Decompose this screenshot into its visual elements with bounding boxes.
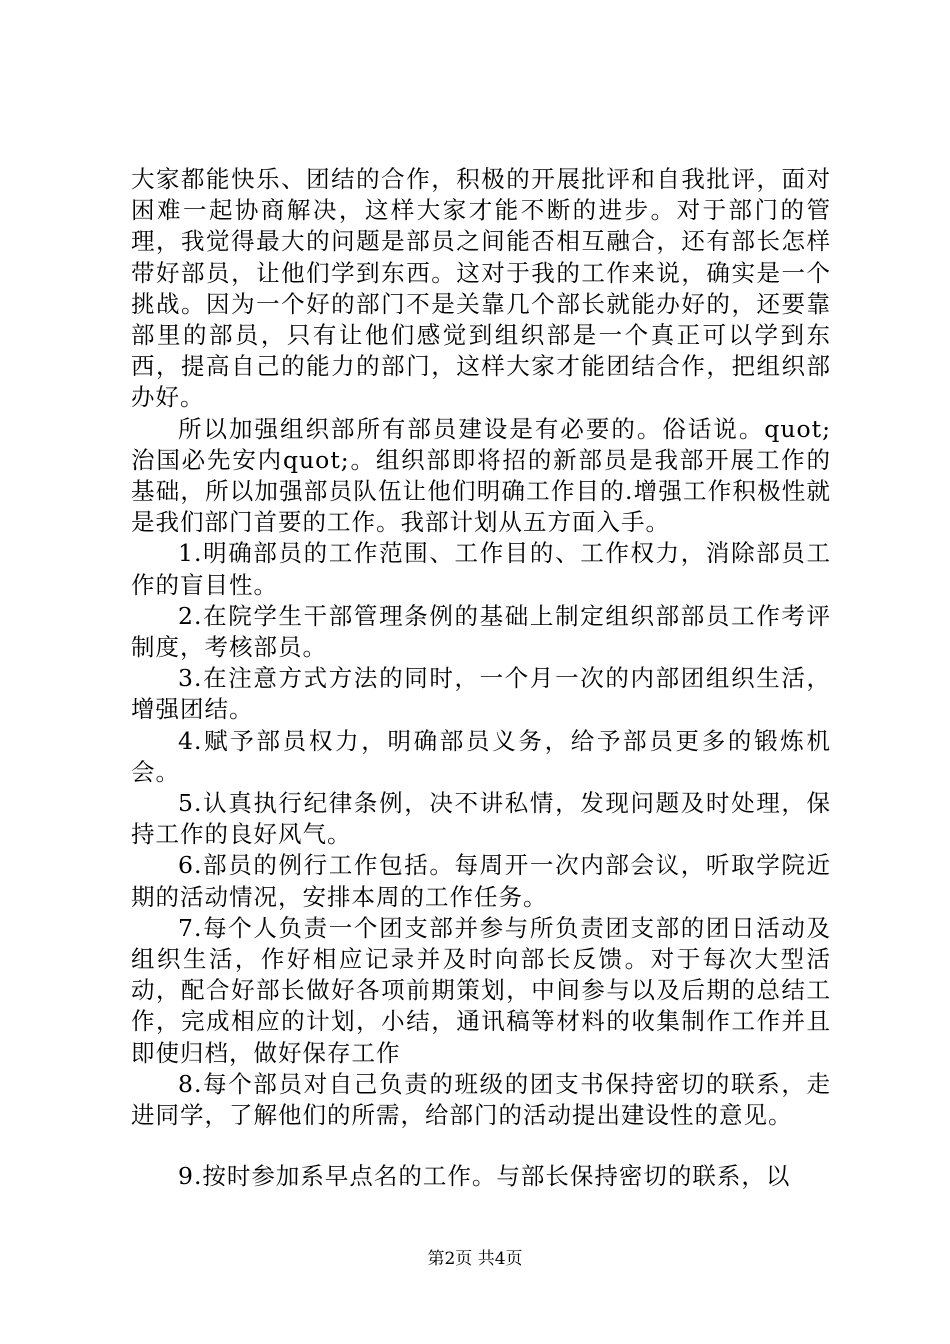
list-item: 6.部员的例行工作包括。每周开一次内部会议，听取学院近期的活动情况，安排本周的工作任务。 (131, 851, 831, 911)
list-item: 4.赋予部员权力，明确部员义务，给予部员更多的锻炼机会。 (131, 726, 831, 786)
page-footer: 第2页 共4页 (427, 1249, 523, 1269)
body-text (131, 164, 831, 1193)
paragraph: 大家都能快乐、团结的合作，积极的开展批评和自我批评，面对困难一起协商解决，这样大家才能不断的进步。对于部门的管理，我觉得最大的问题是部员之间能否相互融合，还有部长怎样带好部员，让他们学到东西。这对于我的工作来说，确实是一个挑战。因为一个好的部门不是关靠几个部长就能办好的，还要靠部里的部员，只有让他们感觉到组织部是一个真正可以学到东西，提高自己的能力的部门，这样大家才能团结合作，把组织部办好。 (131, 165, 831, 412)
paragraph-gap (131, 1131, 831, 1161)
list-item: 9.按时参加系早点名的工作。与部长保持密切的联系，以 (178, 1162, 791, 1191)
list-item: 2.在院学生干部管理条例的基础上制定组织部部员工作考评制度，考核部员。 (131, 601, 831, 662)
list-item: 7.每个人负责一个团支部并参与所负责团支部的团日活动及组织生活，作好相应记录并及时向部长反馈。对于每次大型活动，配合好部长做好各项前期策划，中间参与以及后期的总结工作，完成相应的计划，小结，通讯稿等材料的收集制作工作并且即使归档，做好保存工作 (131, 913, 831, 1067)
list-item: 8.每个部员对自己负责的班级的团支书保持密切的联系，走进同学，了解他们的所需，给部门的活动提出建设性的意见。 (131, 1069, 831, 1130)
list-item: 1.明确部员的工作范围、工作目的、工作权力，消除部员工作的盲目性。 (131, 539, 831, 599)
paragraph: 所以加强组织部所有部员建设是有必要的。俗话说。quot;治国必先安内quot;。组织部即将招的新部员是我部开展工作的基础，所以加强部员队伍让他们明确工作目的.增强工作积极性就是我们部门首要的工作。我部计划从五方面入手。 (131, 414, 831, 537)
list-item: 3.在注意方式方法的同时，一个月一次的内部团组织生活，增强团结。 (131, 664, 831, 724)
list-item: 5.认真执行纪律条例，决不讲私情，发现问题及时处理，保持工作的良好风气。 (131, 789, 831, 849)
